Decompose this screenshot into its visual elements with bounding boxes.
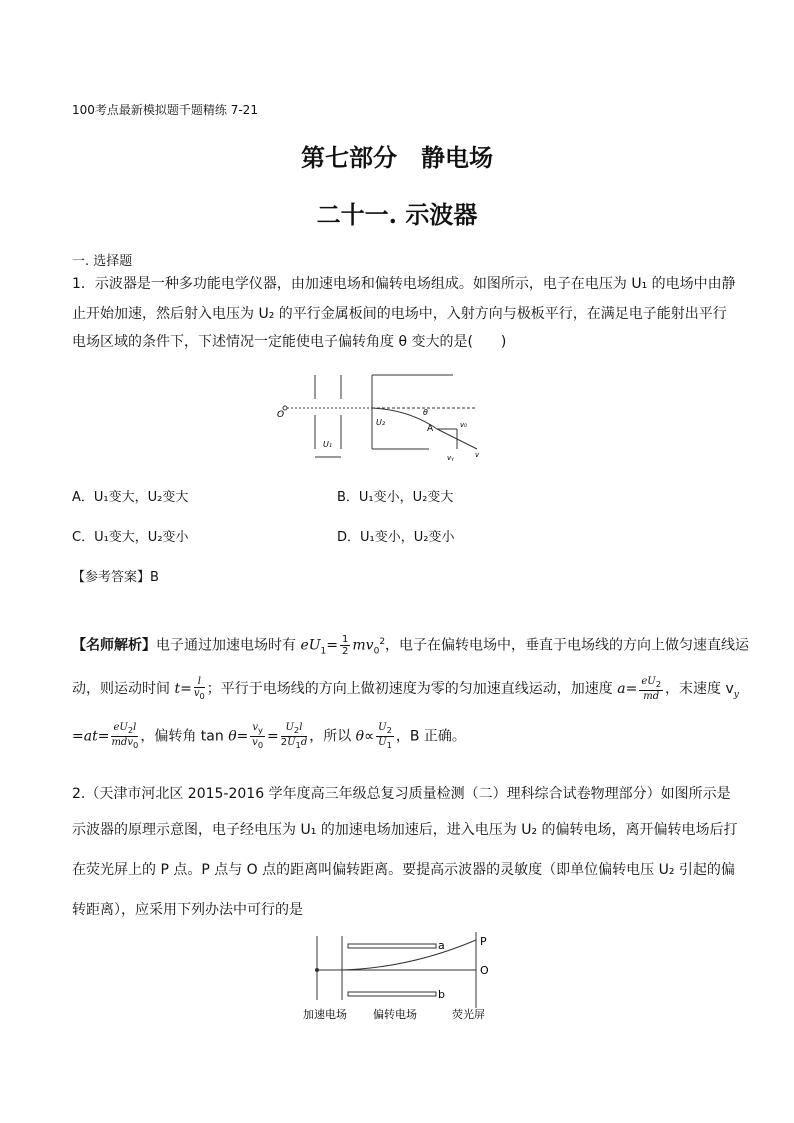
q1-line2: 止开始加速，然后射入电压为 U₂ 的平行金属板间的电场中，入射方向与极板平行，在满足电子能射出平行 (72, 306, 727, 322)
q1-line1: 1．示波器是一种多功能电学仪器，由加速电场和偏转电场组成。如图所示，电子在电压为 U₁ 的电场中由静 (72, 276, 736, 292)
series-title: 100考点最新模拟题千题精练 7-21 (72, 103, 258, 117)
q1-answer: 【参考答案】B (72, 570, 159, 585)
q2-line1: 2.（天津市河北区 2015-2016 学年度高三年级总复习质量检测（二）理科综合试卷物理部分）如图所示是 (72, 786, 731, 802)
analysis-text-3c: ，B 正确。 (395, 728, 466, 745)
fig1-label-o: O (277, 410, 285, 420)
fig1-label-vy: vᵧ (447, 454, 454, 462)
q1-option-d: D．U₁变小，U₂变小 (337, 530, 455, 545)
fig2-label-a: a (438, 939, 445, 952)
q1-option-a: A．U₁变大，U₂变大 (72, 490, 189, 505)
q1-analysis-line1: 【名师解析】电子通过加速电场时有 $eU_1=$ $\frac{1}{2}$ $mv_0^2$，电子在偏转电场中，垂直于电场线的方向上做匀速直线运 (72, 634, 750, 657)
analysis-label: 【名师解析】 (72, 637, 156, 654)
fig2-label-screen: 荧光屏 (452, 1008, 485, 1021)
q1-option-b: B．U₁变小，U₂变大 (337, 490, 454, 505)
q2-figure (300, 928, 500, 1023)
analysis-text-1a: 电子通过加速电场时有 (156, 637, 296, 654)
fig1-label-v: v (475, 451, 480, 459)
q1-figure (275, 365, 495, 465)
q1-line3: 电场区域的条件下，下述情况一定能使电子偏转角度 θ 变大的是( ) (72, 334, 507, 350)
fig2-label-acc: 加速电场 (303, 1008, 347, 1021)
fig1-label-theta: θ (423, 408, 428, 417)
section-title: 二十一. 示波器 (316, 200, 478, 229)
part-title: 第七部分 静电场 (301, 143, 493, 172)
q1-analysis-line2: 动，则运动时间 t= $\frac{l}{v_0}$ ；平行于电场线的方向上做初速度为零的匀加速直线运动，加速度 a= $\frac{eU_2}{md}$ ，末速度 $v_y$ (72, 676, 739, 702)
fig2-label-def: 偏转电场 (373, 1008, 417, 1021)
analysis-text-2b: ；平行于电场线的方向上做初速度为零的匀加速直线运动，加速度 (206, 681, 613, 697)
q1-analysis-line3: =at= $\frac{eU_2l}{mdv_0}$ ，偏转角 tan θ= $\frac{v_y}{v_0}$ = $\frac{U_2l}{2U_1d}$ ，所以 θ∝ $\frac{U_2}{U_1}$ ，B 正确。 (72, 722, 466, 750)
fig2-label-b: b (438, 988, 445, 1001)
fig1-label-u2: U₂ (376, 418, 386, 427)
analysis-text-1b: ，电子在偏转电场中，垂直于电场线的方向上做匀速直线运 (385, 637, 750, 654)
section-label: 一. 选择题 (72, 254, 133, 269)
q2-line4: 转距离），应采用下列办法中可行的是 (72, 902, 303, 918)
fig1-label-u1: U₁ (323, 440, 333, 449)
fig2-label-o: O (480, 964, 489, 977)
q1-option-c: C．U₁变大，U₂变小 (72, 530, 189, 545)
fig1-label-a: A (427, 424, 434, 434)
fig2-label-p: P (480, 935, 487, 948)
analysis-text-2a: 动，则运动时间 (72, 681, 170, 697)
q2-line3: 在荧光屏上的 P 点。P 点与 O 点的距离叫偏转距离。要提高示波器的灵敏度（即单位偏转电压 U₂ 引起的偏 (72, 862, 735, 878)
q2-line2: 示波器的原理示意图，电子经电压为 U₁ 的加速电场加速后，进入电压为 U₂ 的偏转电场，离开偏转电场后打 (72, 822, 738, 838)
analysis-text-2c: ，末速度 v (665, 681, 734, 697)
analysis-text-3b: ，所以 (309, 728, 352, 745)
analysis-text-3a: ，偏转角 tan (140, 728, 224, 745)
fig1-label-v0: v₀ (460, 421, 467, 429)
